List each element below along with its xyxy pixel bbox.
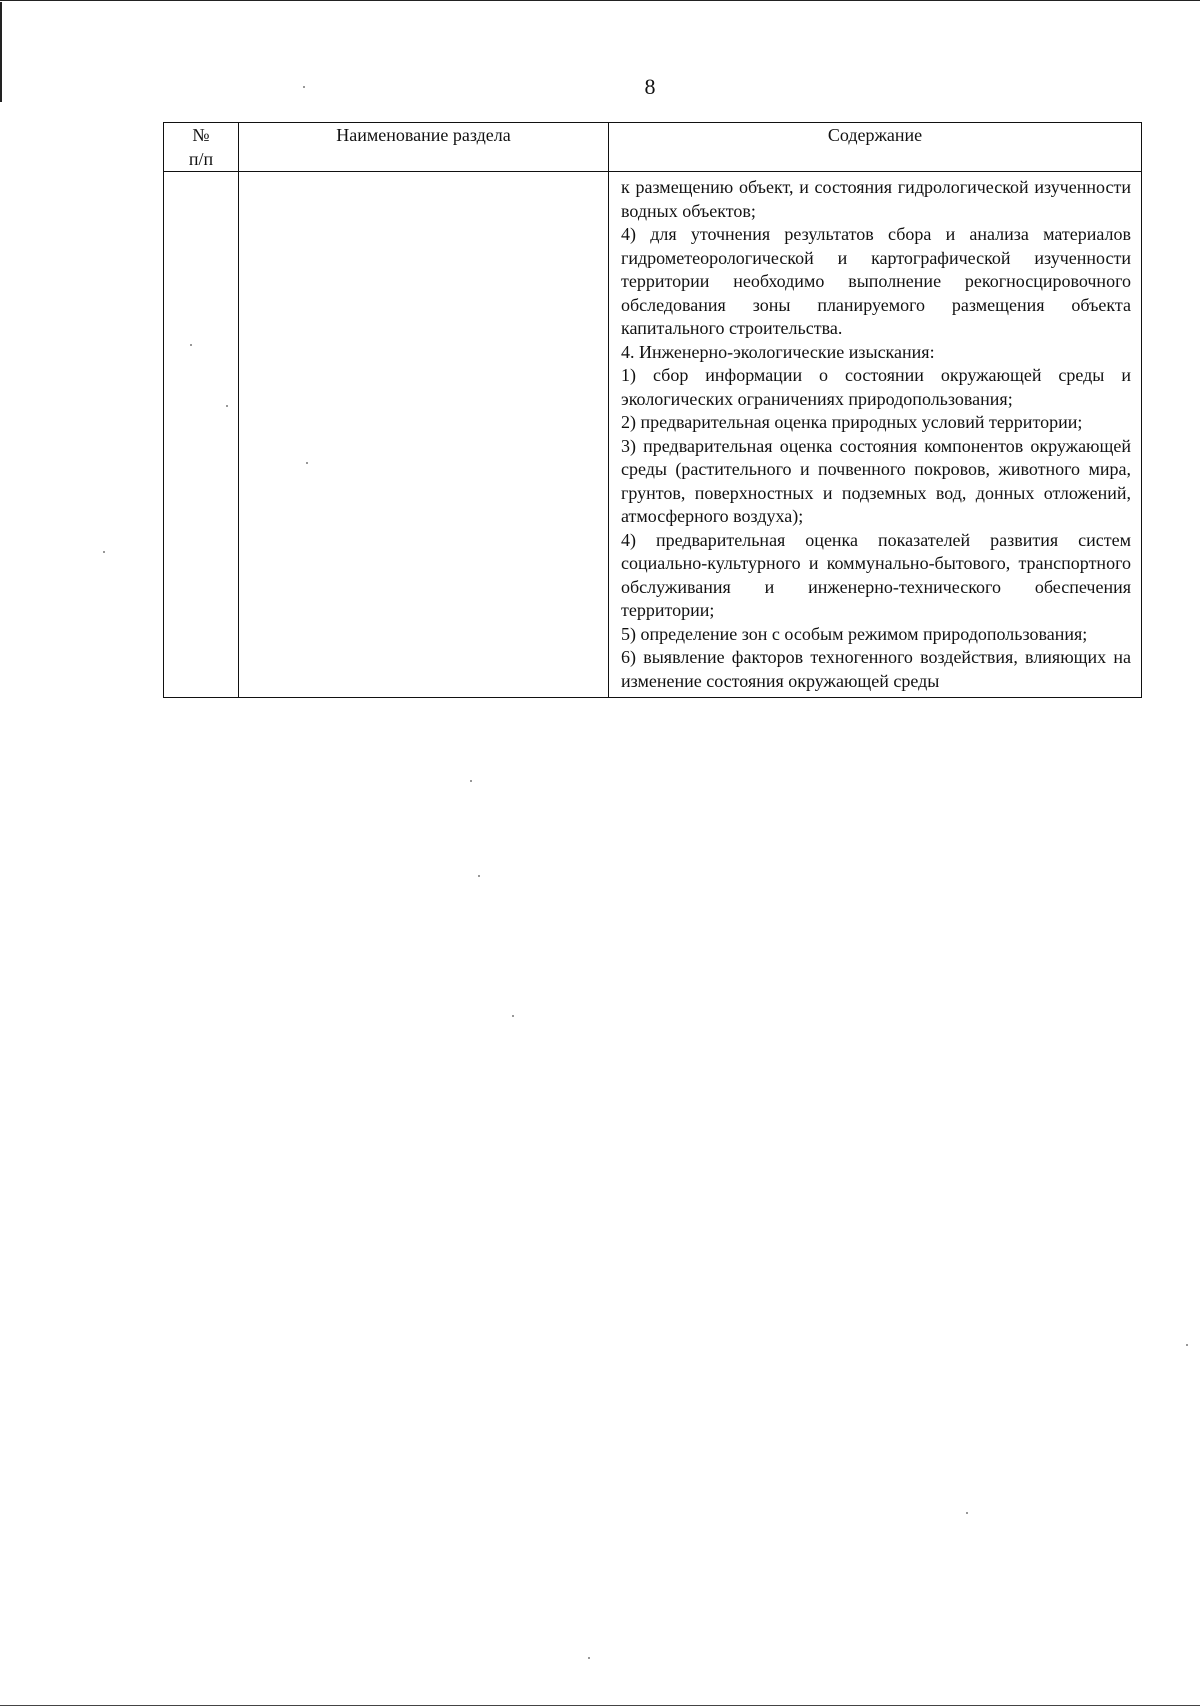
content-paragraph: к размещению объект, и состояния гидрологической изученности водных объектов; xyxy=(621,177,1131,221)
page-number: 8 xyxy=(644,74,656,99)
header-number-abbr: п/п xyxy=(188,149,214,169)
scan-edge-top xyxy=(0,0,1200,1)
header-number xyxy=(164,123,239,172)
content-paragraph: 4) для уточнения результатов сбора и анализа материалов гидрометеорологической и картографической изученности территории необходимо выполнение рекогносцировочного обследования зоны планируемого размещения объекта капитального строительства. xyxy=(621,224,1131,338)
scan-speck xyxy=(966,1512,968,1514)
scan-edge-bottom xyxy=(0,1705,1200,1706)
scan-speck xyxy=(588,1657,590,1659)
scan-speck xyxy=(306,462,308,464)
table-row xyxy=(164,172,1142,698)
scan-speck xyxy=(303,86,305,88)
scan-speck xyxy=(226,405,228,407)
content-paragraph: 4. Инженерно-экологические изыскания: xyxy=(621,341,935,362)
content-paragraph: 2) предварительная оценка природных условий территории; xyxy=(621,412,1083,432)
header-content: Содержание xyxy=(609,123,1142,172)
cell-section-name xyxy=(239,172,609,698)
header-number-sign: № xyxy=(192,125,210,145)
content-paragraph: 3) предварительная оценка состояния компонентов окружающей среды (растительного и почвенного покровов, животного мира, грунтов, поверхностных и подземных вод, донных отложений, атмосферного воздуха); xyxy=(621,435,1131,526)
scan-edge-left xyxy=(0,2,2,102)
cell-number xyxy=(164,172,239,698)
scan-speck xyxy=(512,1015,514,1017)
document-table xyxy=(163,122,1142,698)
cell-content xyxy=(609,172,1142,698)
scan-speck xyxy=(470,780,472,782)
content-paragraph: 5) определение зон с особым режимом природопользования; xyxy=(621,623,1088,644)
content-paragraph: 4) предварительная оценка показателей развития систем социально-культурного и коммунально-бытового, транспортного обслуживания и инженерно-технического обеспечения территории; xyxy=(621,529,1131,620)
content-paragraph: 6) выявление факторов техногенного воздействия, влияющих на изменение состояния окружающей среды xyxy=(621,647,1131,691)
scan-speck xyxy=(103,551,105,553)
table-header-row xyxy=(164,123,1142,172)
content-paragraph: 1) сбор информации о состоянии окружающей среды и экологических ограничениях природопользования; xyxy=(621,365,1131,409)
scan-speck xyxy=(1186,1344,1188,1346)
scan-speck xyxy=(190,344,192,346)
header-section-name: Наименование раздела xyxy=(239,123,609,172)
scan-speck xyxy=(478,875,480,877)
